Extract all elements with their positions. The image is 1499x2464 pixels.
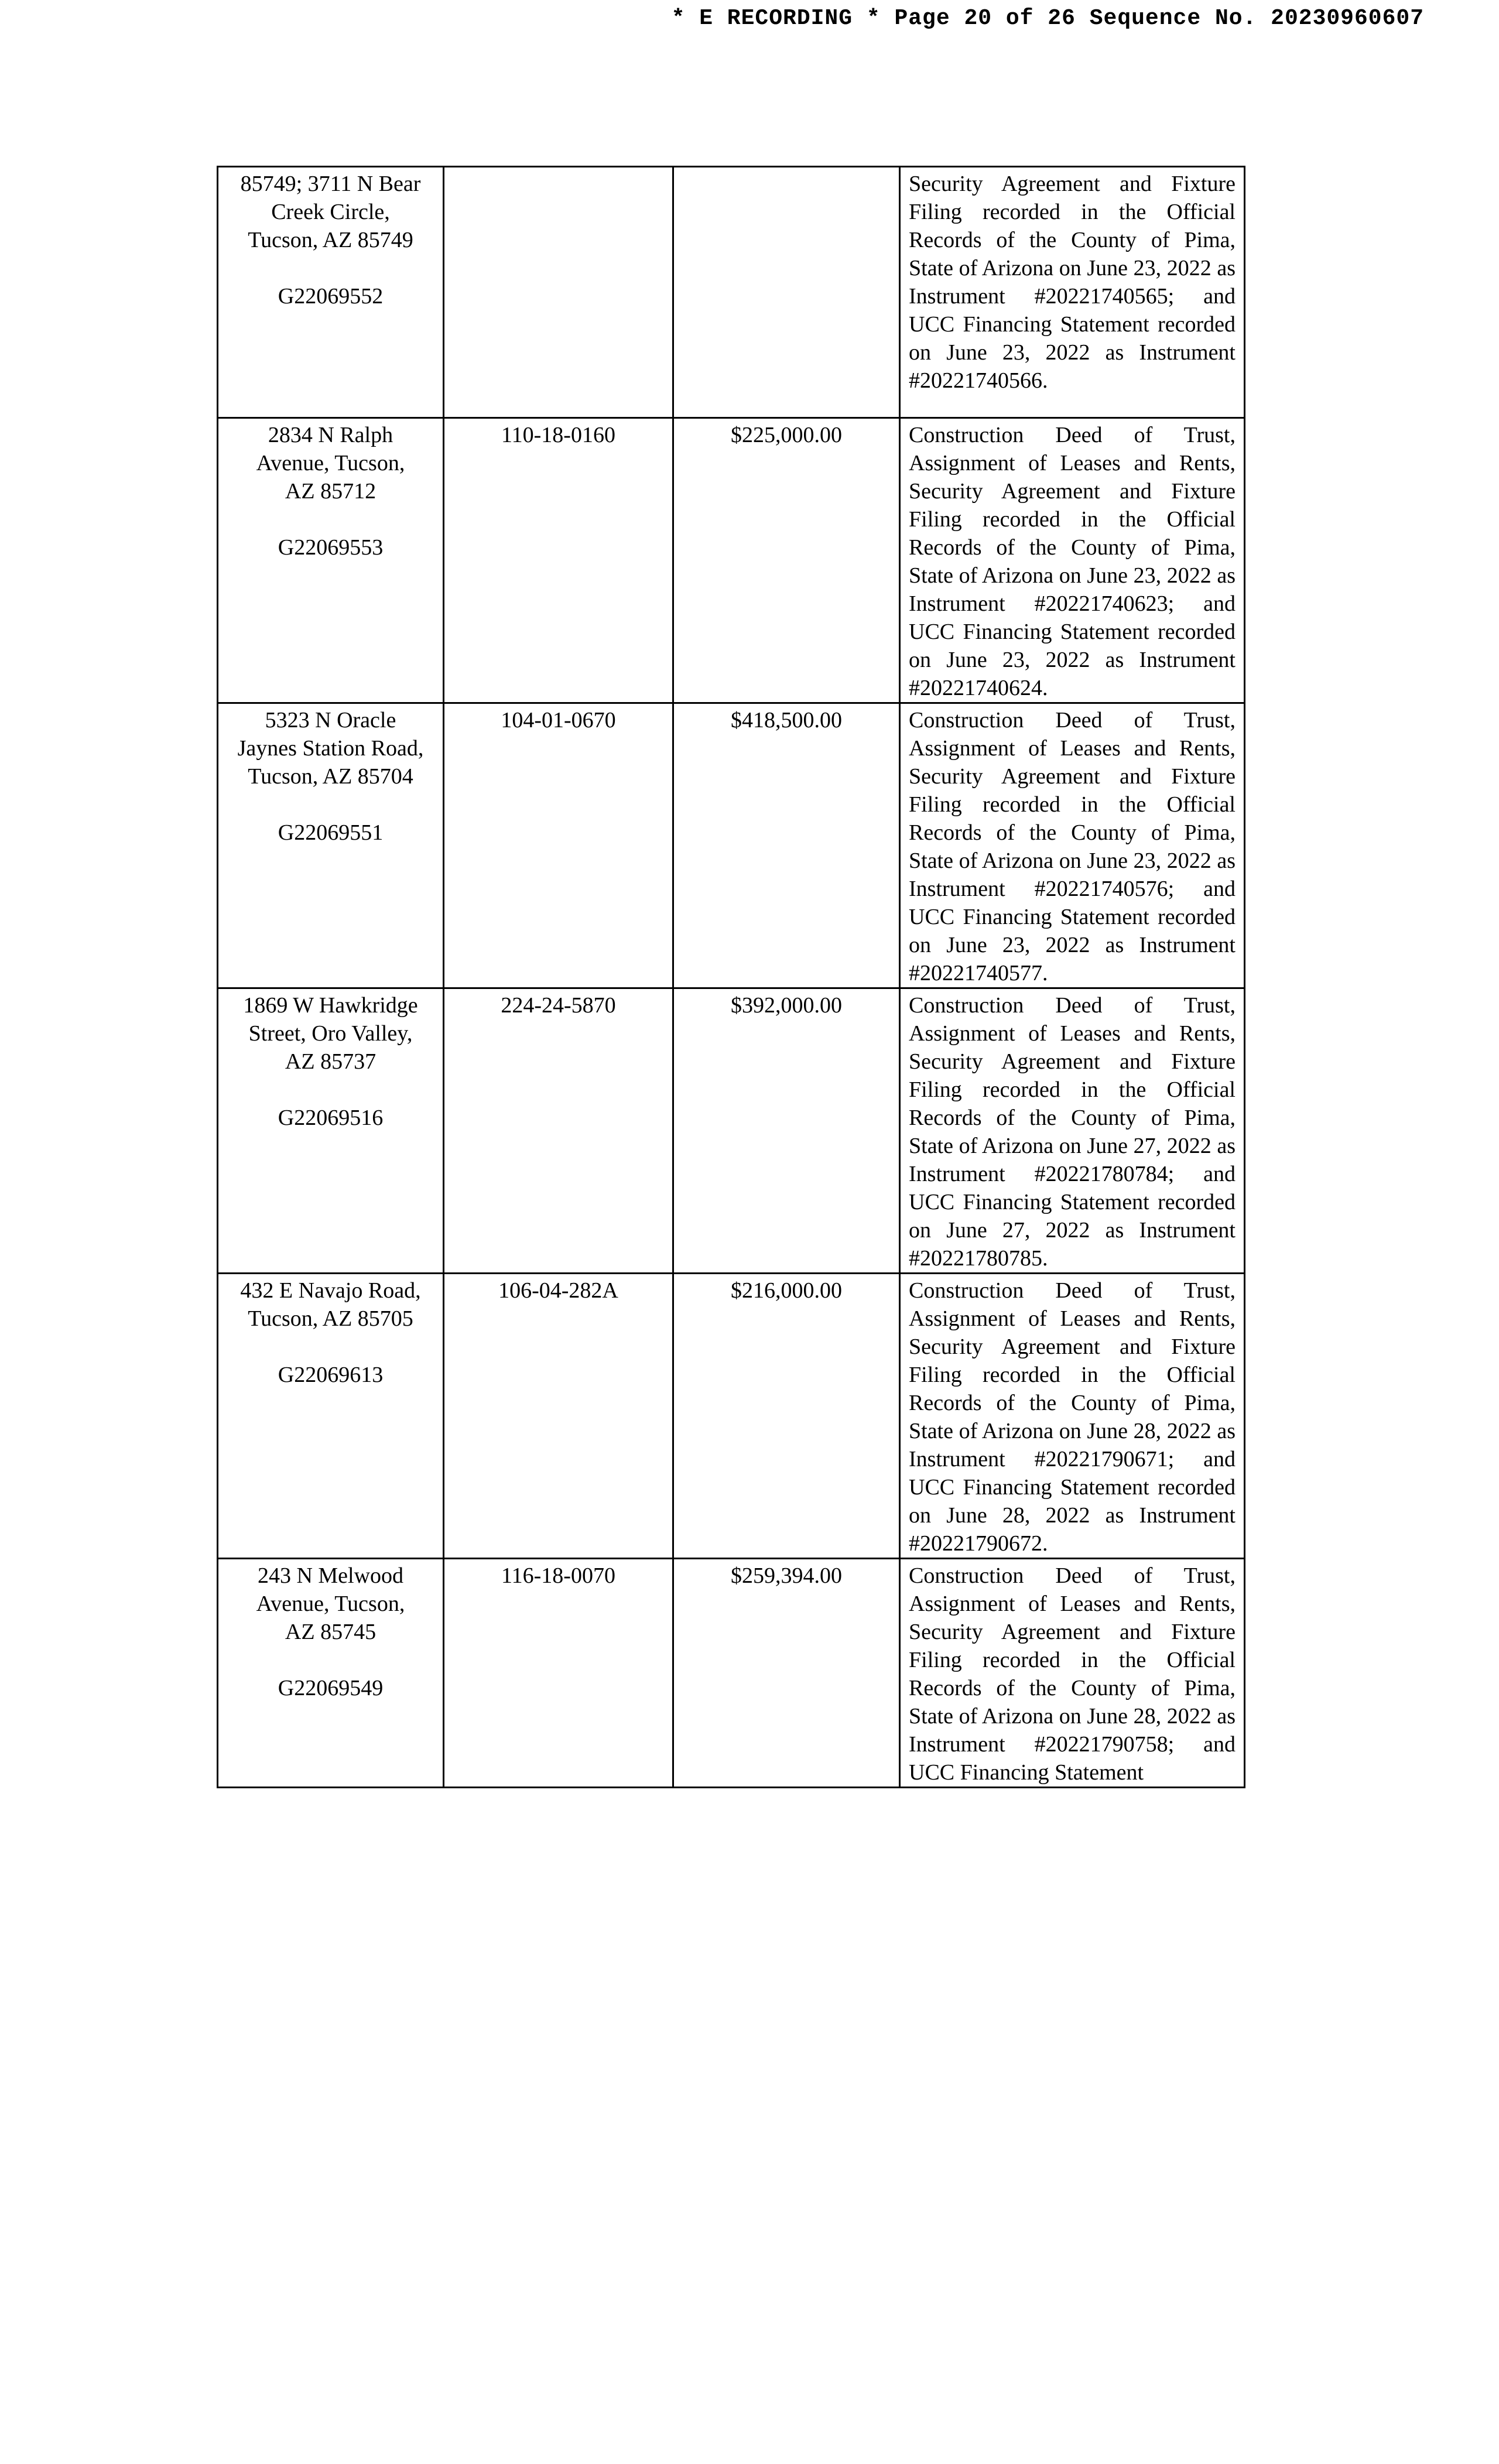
grant-number: G22069613: [278, 1363, 384, 1387]
table-row: [218, 1274, 1245, 1559]
amount-cell: $225,000.00: [673, 418, 900, 703]
property-address: 2834 N Ralph Avenue, Tucson, AZ 85712: [256, 423, 405, 504]
address-cell: [218, 1559, 444, 1788]
amount-cell: [673, 167, 900, 418]
amount-cell: $418,500.00: [673, 703, 900, 988]
table-row: [218, 167, 1245, 418]
address-cell: [218, 703, 444, 988]
parcel-cell: 104-01-0670: [444, 703, 673, 988]
amount-cell: $216,000.00: [673, 1274, 900, 1559]
description-cell: Construction Deed of Trust, Assignment of Leases and Rents, Security Agreement and Fixture Filing recorded in the Official Records of the County of Pima, State of Arizona on June 23, 2022 as Instrument #20221740623; and UCC Financing Statement recorded on June 23, 2022 as Instrument #20221740624.: [900, 418, 1245, 703]
grant-number: G22069516: [278, 1106, 384, 1130]
address-cell: [218, 167, 444, 418]
property-address: 432 E Navajo Road, Tucson, AZ 85705: [240, 1278, 421, 1331]
property-address: 243 N Melwood Avenue, Tucson, AZ 85745: [256, 1563, 405, 1644]
property-address: 85749; 3711 N Bear Creek Circle, Tucson, AZ 85749: [240, 172, 421, 252]
address-cell: [218, 988, 444, 1274]
table-row: [218, 1559, 1245, 1788]
description-cell: Security Agreement and Fixture Filing recorded in the Official Records of the County of Pima, State of Arizona on June 23, 2022 as Instrument #20221740565; and UCC Financing Statement recorded on June 23, 2022 as Instrument #20221740566.: [900, 167, 1245, 418]
parcel-cell: 116-18-0070: [444, 1559, 673, 1788]
table-row: [218, 988, 1245, 1274]
table-row: [218, 418, 1245, 703]
records-table: [217, 166, 1245, 1788]
grant-number: G22069553: [278, 535, 384, 560]
address-cell: [218, 418, 444, 703]
grant-number: G22069549: [278, 1676, 384, 1700]
property-address: 1869 W Hawkridge Street, Oro Valley, AZ 85737: [243, 993, 418, 1074]
description-cell: Construction Deed of Trust, Assignment of Leases and Rents, Security Agreement and Fixture Filing recorded in the Official Records of the County of Pima, State of Arizona on June 28, 2022 as Instrument #20221790758; and UCC Financing Statement: [900, 1559, 1245, 1788]
recording-header: * E RECORDING * Page 20 of 26 Sequence No. 20230960607: [671, 6, 1424, 31]
description-cell: Construction Deed of Trust, Assignment of Leases and Rents, Security Agreement and Fixture Filing recorded in the Official Records of the County of Pima, State of Arizona on June 23, 2022 as Instrument #20221740576; and UCC Financing Statement recorded on June 23, 2022 as Instrument #20221740577.: [900, 703, 1245, 988]
grant-number: G22069551: [278, 820, 384, 845]
description-cell: Construction Deed of Trust, Assignment of Leases and Rents, Security Agreement and Fixture Filing recorded in the Official Records of the County of Pima, State of Arizona on June 27, 2022 as Instrument #20221780784; and UCC Financing Statement recorded on June 27, 2022 as Instrument #20221780785.: [900, 988, 1245, 1274]
parcel-cell: 224-24-5870: [444, 988, 673, 1274]
address-cell: [218, 1274, 444, 1559]
table-row: [218, 703, 1245, 988]
grant-number: G22069552: [278, 284, 384, 309]
description-cell: Construction Deed of Trust, Assignment of Leases and Rents, Security Agreement and Fixture Filing recorded in the Official Records of the County of Pima, State of Arizona on June 28, 2022 as Instrument #20221790671; and UCC Financing Statement recorded on June 28, 2022 as Instrument #20221790672.: [900, 1274, 1245, 1559]
parcel-cell: 106-04-282A: [444, 1274, 673, 1559]
property-address: 5323 N Oracle Jaynes Station Road, Tucson, AZ 85704: [237, 708, 424, 789]
amount-cell: $392,000.00: [673, 988, 900, 1274]
parcel-cell: [444, 167, 673, 418]
amount-cell: $259,394.00: [673, 1559, 900, 1788]
parcel-cell: 110-18-0160: [444, 418, 673, 703]
